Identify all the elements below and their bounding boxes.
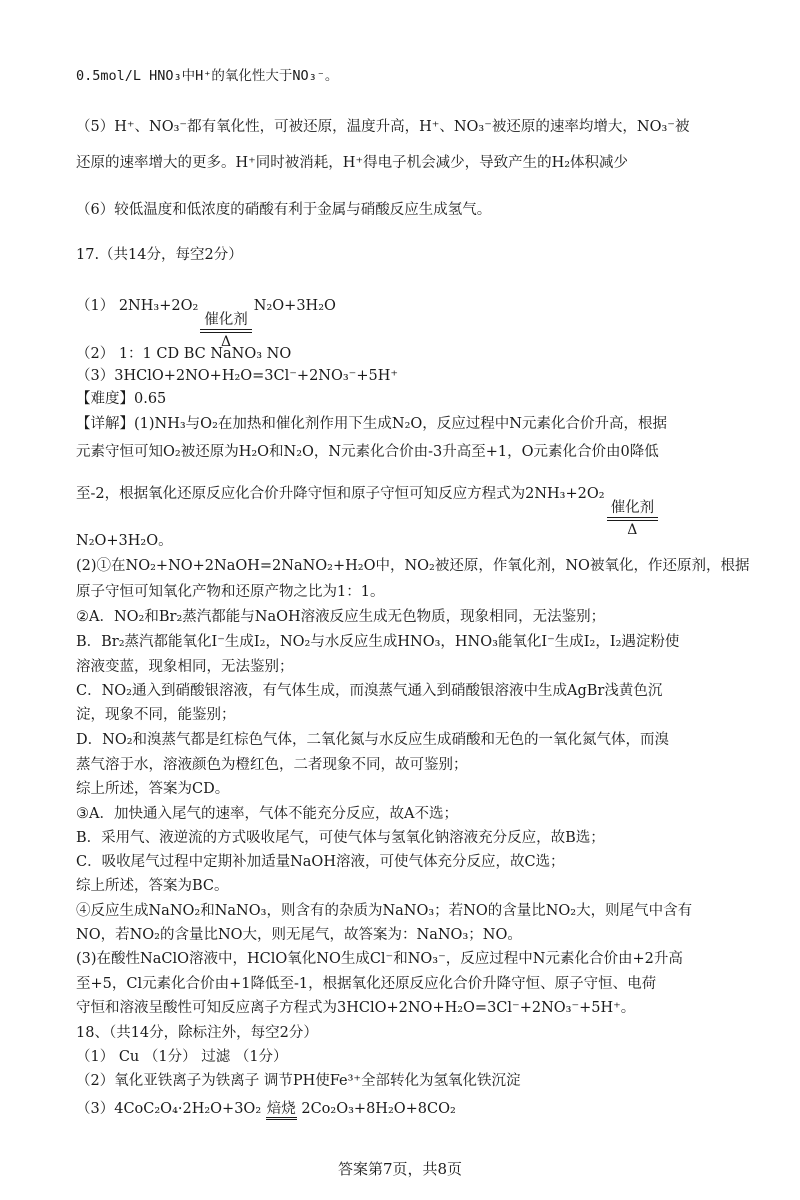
reaction-condition xyxy=(607,500,659,539)
text-line: 溶液变蓝，现象相同，无法鉴别； xyxy=(76,659,294,675)
answer-line: （1） Cu （1分） 过滤 （1分） xyxy=(76,1049,288,1065)
text-line: 蒸气溶于水，溶液颜色为橙红色，二者现象不同，故可鉴别； xyxy=(76,757,468,773)
page-footer: 答案第7页，共8页 xyxy=(337,1160,463,1178)
condition-heat: Δ xyxy=(627,522,638,538)
text-line: （6）较低温度和低浓度的硝酸有利于金属与硝酸反应生成氢气。 xyxy=(76,202,492,218)
text-line: 元素守恒可知O₂被还原为H₂O和N₂O，N元素化合价由-3升高至+1，O元素化合价由0降低 xyxy=(76,444,659,460)
equation-products: N₂O+3H₂O xyxy=(253,298,336,314)
text-line: 综上所述，答案为BC。 xyxy=(76,878,229,894)
equation-line xyxy=(76,296,336,351)
equation-line xyxy=(76,1099,456,1119)
text-line: ③A．加快通入尾气的速率，气体不能充分反应，故A不选； xyxy=(76,806,458,822)
answer-line: （2） 1：1 CD BC NaNO₃ NO xyxy=(76,346,292,362)
difficulty-label: 【难度】0.65 xyxy=(76,391,167,407)
text-line: 综上所述，答案为CD。 xyxy=(76,781,230,797)
text-line: 淀，现象不同，能鉴别； xyxy=(76,707,236,723)
condition-catalyst: 催化剂 xyxy=(610,500,655,516)
answer-line: （3）3HClO+2NO+H₂O=3Cl⁻+2NO₃⁻+5H⁺ xyxy=(76,368,399,384)
equation-text: 至-2，根据氧化还原反应化合价升降守恒和原子守恒可知反应方程式为2NH₃+2O₂ xyxy=(76,486,605,502)
equation-products: 2Co₂O₃+8H₂O+8CO₂ xyxy=(301,1101,456,1117)
text-line: 守恒和溶液呈酸性可知反应离子方程式为3HClO+2NO+H₂O=3Cl⁻+2NO₃⁻+5H⁺。 xyxy=(76,1000,636,1016)
equation-reactants: （1） 2NH₃+2O₂ xyxy=(76,298,199,314)
question-heading: 18、（共14分，除标注外，每空2分） xyxy=(76,1025,318,1041)
text-line: B．Br₂蒸汽都能氧化I⁻生成I₂，NO₂与水反应生成HNO₃，HNO₃能氧化I⁻生成I₂，I₂遇淀粉使 xyxy=(76,634,680,650)
text-line: C．NO₂通入到硝酸银溶液，有气体生成，而溴蒸气通入到硝酸银溶液中生成AgBr浅黄色沉 xyxy=(76,683,663,699)
equation-reactants: （3）4CoC₂O₄·2H₂O+3O₂ xyxy=(76,1101,262,1117)
text-line: (3)在酸性NaClO溶液中，HClO氧化NO生成Cl⁻和NO₃⁻，反应过程中N元素化合价由+2升高 xyxy=(76,951,683,967)
text-line: (2)①在NO₂+NO+2NaOH=2NaNO₂+H₂O中，NO₂被还原，作氧化剂，NO被氧化，作还原剂，根据 xyxy=(76,558,750,574)
text-line: 还原的速率增大的更多。H⁺同时被消耗，H⁺得电子机会减少，导致产生的H₂体积减少 xyxy=(76,155,629,171)
question-heading: 17.（共14分，每空2分） xyxy=(76,247,243,263)
text-line: N₂O+3H₂O。 xyxy=(76,533,173,549)
condition-roast: 焙烧 xyxy=(266,1101,297,1120)
text-line: C．吸收尾气过程中定期补加适量NaOH溶液，可使气体充分反应，故C选； xyxy=(76,854,565,870)
text-line: D．NO₂和溴蒸气都是红棕色气体，二氧化氮与水反应生成硝酸和无色的一氧化氮气体，而溴 xyxy=(76,732,670,748)
text-line: 0.5mol/L HNO₃中H⁺的氧化性大于NO₃⁻。 xyxy=(76,68,339,84)
text-line: （5）H⁺、NO₃⁻都有氧化性，可被还原，温度升高，H⁺、NO₃⁻被还原的速率均增大，NO₃⁻被 xyxy=(76,119,690,135)
text-line: ④反应生成NaNO₂和NaNO₃，则含有的杂质为NaNO₃；若NO的含量比NO₂大，则尾气中含有 xyxy=(76,903,693,919)
text-line: 【详解】(1)NH₃与O₂在加热和催化剂作用下生成N₂O，反应过程中N元素化合价升高，根据 xyxy=(76,416,667,432)
text-line: NO，若NO₂的含量比NO大，则无尾气，故答案为：NaNO₃；NO。 xyxy=(76,927,522,943)
condition-heat: Δ xyxy=(220,334,232,350)
text-line: 原子守恒可知氧化产物和还原产物之比为1：1。 xyxy=(76,584,385,600)
answer-line: （2）氧化亚铁离子为铁离子 调节PH使Fe³⁺全部转化为氢氧化铁沉淀 xyxy=(76,1073,521,1089)
text-line: 至+5，Cl元素化合价由+1降低至-1，根据氧化还原反应化合价升降守恒、原子守恒、电荷 xyxy=(76,976,657,992)
text-line: ②A．NO₂和Br₂蒸汽都能与NaOH溶液反应生成无色物质，现象相同，无法鉴别； xyxy=(76,609,606,625)
text-line: B．采用气、液逆流的方式吸收尾气，可使气体与氢氧化钠溶液充分反应，故B选； xyxy=(76,830,605,846)
condition-catalyst: 催化剂 xyxy=(204,312,248,328)
